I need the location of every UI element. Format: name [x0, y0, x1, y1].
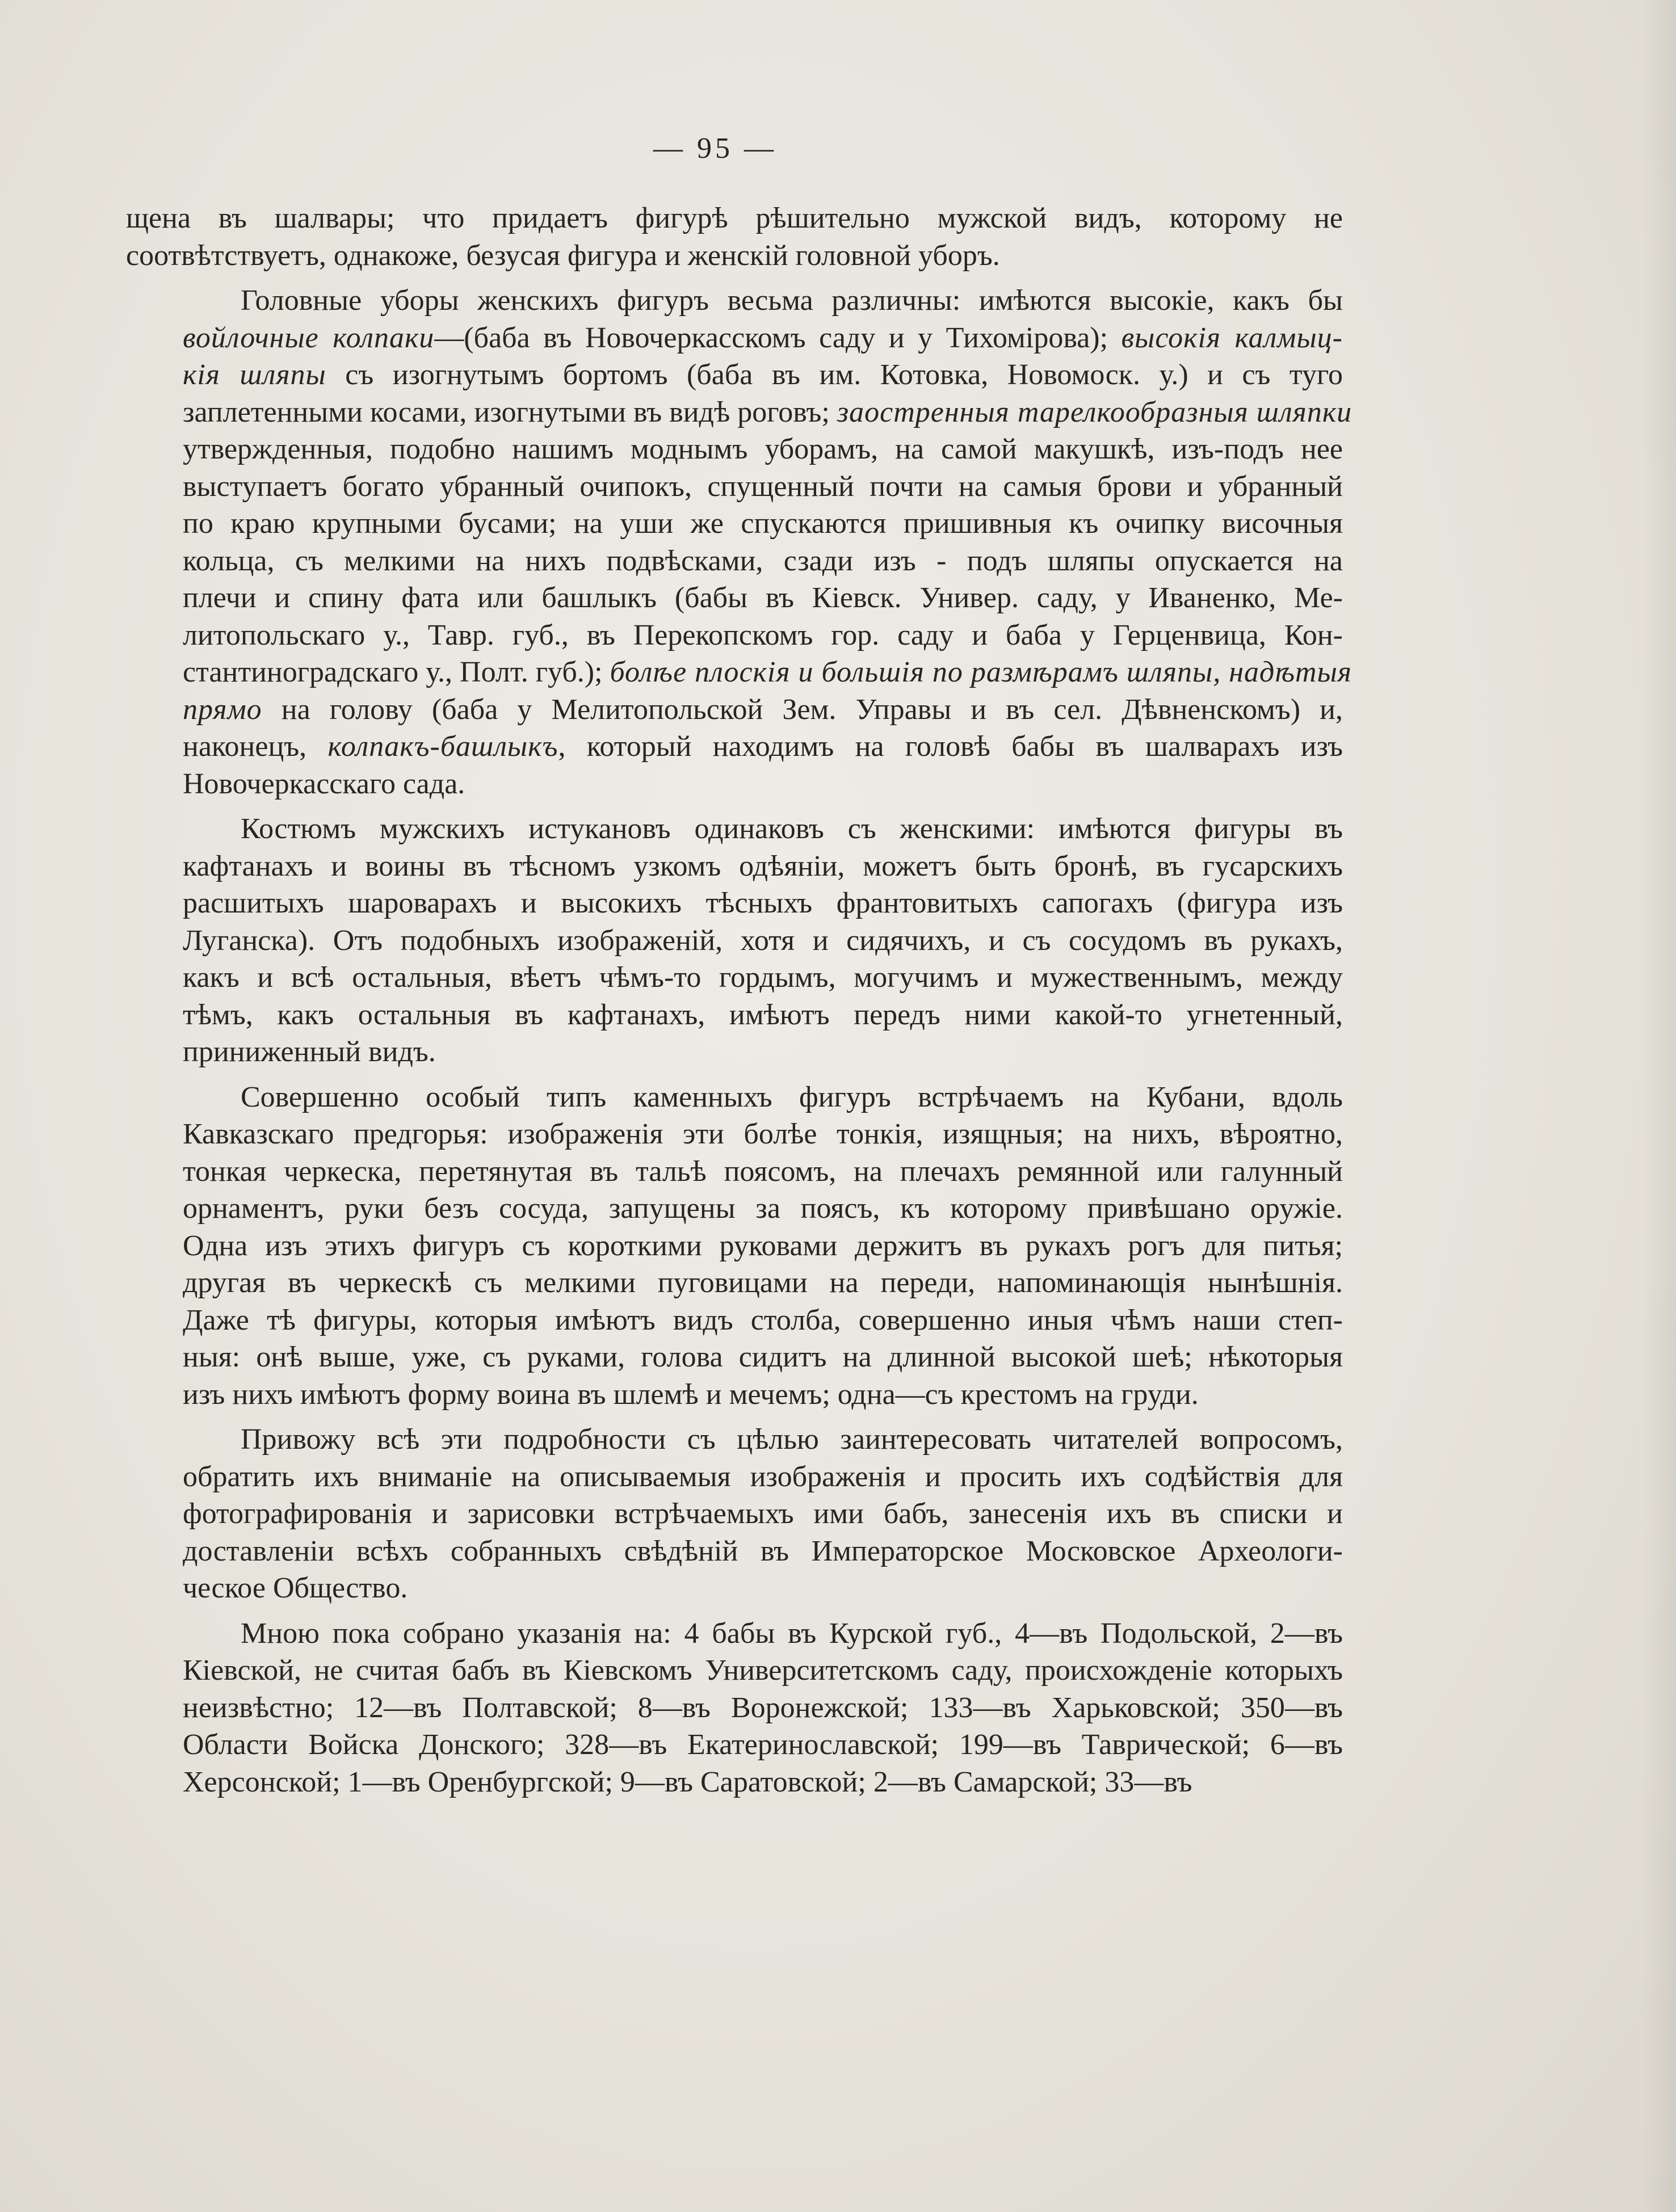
- text-run: Головные уборы женскихъ фигуръ весьма различны: имѣются высокіе, какъ бы: [241, 284, 1343, 317]
- text-run: заплетенными косами, изогнутыми въ видѣ роговъ;: [183, 396, 837, 428]
- text-line: [126, 579, 1343, 617]
- italic-text-run: болѣе плоскія и большія по размѣрамъ шляпы, надѣтыя: [610, 656, 1352, 688]
- text-run: Совершенно особый типъ каменныхъ фигуръ встрѣчаемъ на Кубани, вдоль: [241, 1080, 1343, 1113]
- text-line: [126, 885, 1343, 922]
- text-run: Новочеркасскаго сада.: [183, 767, 465, 800]
- text-run: доставленіи всѣхъ собранныхъ свѣдѣній въ Императорское Московское Археологи-: [183, 1534, 1343, 1567]
- text-line: [126, 1153, 1343, 1191]
- text-run: приниженный видъ.: [183, 1036, 436, 1068]
- text-line: [126, 319, 1343, 357]
- italic-text-run: кія шляпы: [183, 359, 326, 391]
- text-line: [126, 431, 1343, 468]
- text-line: [126, 394, 1352, 431]
- text-run: Костюмъ мужскихъ истукановъ одинаковъ съ женскими: имѣются фигуры въ: [241, 813, 1343, 845]
- text-line: [126, 543, 1343, 580]
- text-line: [126, 691, 1343, 729]
- text-line: [126, 1227, 1343, 1265]
- text-run: ныя: онѣ выше, уже, съ руками, голова сидитъ на длинной высокой шеѣ; нѣкоторыя: [183, 1341, 1343, 1373]
- text-line: [126, 237, 1343, 275]
- text-line: [126, 654, 1352, 691]
- text-line: [126, 505, 1343, 543]
- text-run: Кіевской, не считая бабъ въ Кіевскомъ Университетскомъ саду, происхожденіе которыхъ: [183, 1654, 1343, 1687]
- text-line: [126, 200, 1343, 237]
- text-line: [126, 1652, 1343, 1689]
- text-run: литопольскаго у., Тавр. губ., въ Перекопскомъ гор. саду и баба у Герценвица, Кон-: [183, 619, 1343, 651]
- text-run: Мною пока собрано указанія на: 4 бабы въ Курской губ., 4—въ Подольской, 2—въ: [241, 1617, 1343, 1650]
- italic-text-run: войлочные колпаки: [183, 321, 435, 354]
- text-line: [126, 356, 1343, 394]
- text-run: Херсонской; 1—въ Оренбургской; 9—въ Саратовской; 2—въ Самарской; 33—въ: [183, 1765, 1192, 1798]
- text-run: Луганска). Отъ подобныхъ изображеній, хотя и сидячихъ, и съ сосудомъ въ рукахъ,: [183, 924, 1343, 957]
- text-run: Привожу всѣ эти подробности съ цѣлью заинтересовать читателей вопросомъ,: [241, 1423, 1343, 1456]
- text-line: [126, 282, 1343, 319]
- text-run: съ изогнутымъ бортомъ (баба въ им. Котовка, Новомоск. у.) и съ туго: [326, 359, 1343, 391]
- text-line: [126, 1116, 1343, 1153]
- text-run: Кавказскаго предгорья: изображенія эти болѣе тонкія, изящныя; на нихъ, вѣроятно,: [183, 1118, 1343, 1150]
- text-line: [126, 1726, 1343, 1764]
- text-line: [126, 1033, 1343, 1071]
- text-line: [126, 848, 1343, 885]
- paragraph: [126, 1615, 1343, 1801]
- text-run: фотографированія и зарисовки встрѣчаемыхъ ими бабъ, занесенія ихъ въ списки и: [183, 1498, 1343, 1530]
- text-run: изъ нихъ имѣютъ форму воина въ шлемѣ и мечемъ; одна—съ крестомъ на груди.: [183, 1378, 1199, 1411]
- text-line: [126, 996, 1343, 1034]
- text-line: [126, 766, 1343, 803]
- italic-text-run: высокія калмыц-: [1121, 321, 1343, 354]
- paragraph: [126, 200, 1343, 274]
- italic-text-run: заостренныя тарелкообразныя шляпки: [837, 396, 1352, 428]
- text-run: на голову (баба у Мелитопольской Зем. Управы и въ сел. Дѣвненскомъ) и,: [262, 693, 1343, 726]
- text-line: [126, 1079, 1343, 1116]
- page-number: — 95 —: [653, 132, 777, 165]
- page-edge-shadow: [1642, 0, 1676, 2212]
- text-run: кольца, съ мелкими на нихъ подвѣсками, сзади изъ - подъ шляпы опускается на: [183, 544, 1343, 577]
- text-run: орнаментъ, руки безъ сосуда, запущены за поясъ, къ которому привѣшано оружіе.: [183, 1192, 1343, 1225]
- text-run: стантиноградскаго у., Полт. губ.);: [183, 656, 610, 688]
- text-line: [126, 1458, 1343, 1496]
- text-line: [126, 922, 1343, 960]
- text-line: [126, 1495, 1343, 1533]
- text-run: другая въ черкескѣ съ мелкими пуговицами на переди, напоминающія нынѣшнія.: [183, 1267, 1343, 1299]
- text-line: [126, 1689, 1343, 1727]
- text-line: [126, 1264, 1343, 1302]
- italic-text-run: прямо: [183, 693, 262, 726]
- text-line: [126, 1421, 1343, 1458]
- text-run: плечи и спину фата или башлыкъ (бабы въ Кіевск. Унивeр. саду, у Иваненко, Ме-: [183, 582, 1343, 614]
- paragraph: [126, 810, 1343, 1071]
- text-run: тѣмъ, какъ остальныя въ кафтанахъ, имѣютъ передъ ними какой-то угнетенный,: [183, 998, 1343, 1031]
- text-line: [126, 1339, 1343, 1376]
- text-line: [126, 1764, 1343, 1801]
- text-line: [126, 468, 1343, 506]
- text-run: , который находимъ на головѣ бабы въ шалварахъ изъ: [558, 730, 1343, 763]
- text-line: [126, 959, 1343, 996]
- text-line: [126, 617, 1343, 654]
- text-line: [126, 728, 1343, 766]
- text-line: [126, 1302, 1343, 1339]
- text-run: ческое Общество.: [183, 1572, 408, 1604]
- text-run: выступаетъ богато убранный очипокъ, спущенный почти на самыя брови и убранный: [183, 470, 1343, 503]
- text-run: обратить ихъ вниманіе на описываемыя изображенія и просить ихъ содѣйствія для: [183, 1460, 1343, 1493]
- paragraph: [126, 1421, 1343, 1607]
- text-line: [126, 1533, 1343, 1570]
- text-run: расшитыхъ шароварахъ и высокихъ тѣсныхъ франтовитыхъ сапогахъ (фигура изъ: [183, 887, 1343, 919]
- text-run: —(баба въ Новочеркасскомъ саду и у Тихомірова);: [434, 321, 1121, 354]
- text-run: соотвѣтствуетъ, однакоже, безусая фигура и женскій головной уборъ.: [126, 239, 1000, 272]
- text-run: утвержденныя, подобно нашимъ моднымъ уборамъ, на самой макушкѣ, изъ-подъ нее: [183, 433, 1343, 465]
- text-run: кафтанахъ и воины въ тѣсномъ узкомъ одѣяніи, можетъ быть бронѣ, въ гусарскихъ: [183, 850, 1343, 882]
- italic-text-run: колпакъ-башлыкъ: [327, 730, 558, 763]
- text-run: по краю крупными бусами; на уши же спускаются пришивныя къ очипку височныя: [183, 507, 1343, 540]
- text-line: [126, 1190, 1343, 1227]
- text-run: тонкая черкеска, перетянутая въ тальѣ поясомъ, на плечахъ ремянной или галунный: [183, 1155, 1343, 1188]
- text-run: неизвѣстно; 12—въ Полтавской; 8—въ Воронежской; 133—въ Харьковской; 350—въ: [183, 1691, 1343, 1724]
- text-line: [126, 810, 1343, 848]
- text-line: [126, 1615, 1343, 1652]
- text-run: наконецъ,: [183, 730, 328, 763]
- text-run: какъ и всѣ остальныя, вѣетъ чѣмъ-то гордымъ, могучимъ и мужественнымъ, между: [183, 961, 1343, 994]
- text-run: щена въ шалвары; что придаетъ фигурѣ рѣшительно мужской видъ, которому не: [126, 202, 1343, 234]
- text-line: [126, 1376, 1343, 1414]
- paragraph: [126, 282, 1352, 802]
- paragraph: [126, 1079, 1343, 1414]
- body-text: [126, 200, 1352, 1801]
- text-run: Одна изъ этихъ фигуръ съ короткими руковами держитъ въ рукахъ рогъ для питья;: [183, 1229, 1343, 1262]
- text-run: Области Войска Донского; 328—въ Екатеринославской; 199—въ Таврической; 6—въ: [183, 1729, 1343, 1761]
- text-run: Даже тѣ фигуры, которыя имѣютъ видъ столба, совершенно иныя чѣмъ наши степ-: [183, 1303, 1343, 1336]
- text-line: [126, 1570, 1343, 1607]
